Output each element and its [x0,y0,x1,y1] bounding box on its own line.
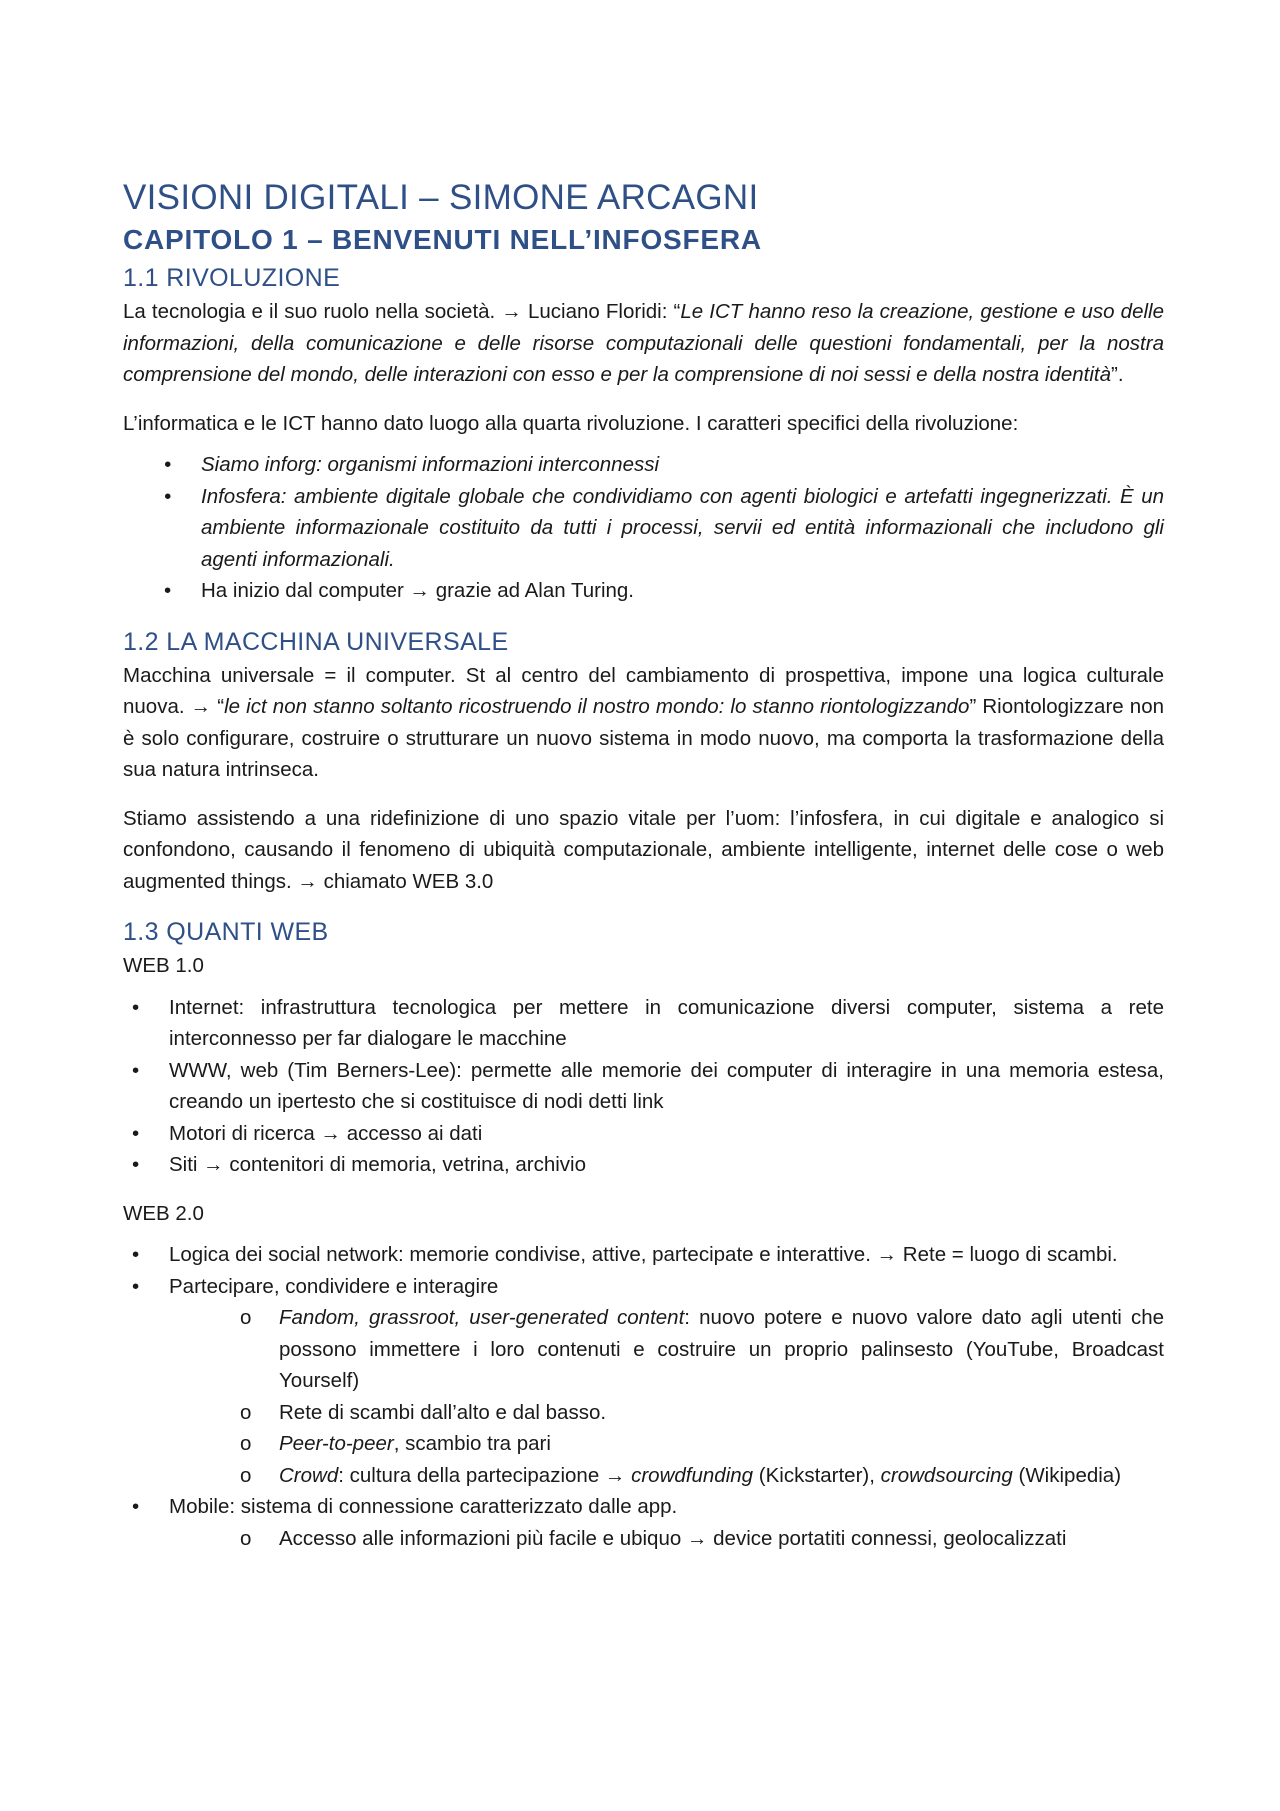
list-item: • Mobile: sistema di connessione caratterizzato dalle app. [123,1491,1164,1523]
sub-bullet: o [240,1306,252,1329]
list-item: • WWW, web (Tim Berners-Lee): permette alle memorie dei computer di interagire in una memoria estesa, creando un ipertesto che si costituisce di nodi detti link [123,1055,1164,1118]
web1-list [123,992,1164,1181]
bullet: • [132,1058,140,1082]
bullet: • [132,1274,140,1298]
bullet: • [132,1153,140,1176]
list-item: • Infosfera: ambiente digitale globale che condividiamo con agenti biologici e artefatti ingegnerizzati. È un ambiente informazionale costituito da tutti i processi, servii ed entità informazionali che includono gli agenti informazionali. [123,481,1164,576]
riontologizzando-quote: le ict non stanno soltanto ricostruendo il nostro mondo: lo stanno riontologizzando [224,695,970,718]
sub-list-item: o Fandom, grassroot, user-generated content: nuovo potere e nuovo valore dato agli utenti che possono immettere i loro contenuti e costruire un proprio palinsesto (YouTube, Broadcast Yourself) [123,1302,1164,1397]
web1-label: WEB 1.0 [123,954,204,977]
floridi-quote: Le ICT hanno reso la creazione, gestione e uso delle informazioni, della comunicazione e delle risorse computazionali delle questioni fondamentali, per la nostra comprensione del mondo, delle interazioni con esso e per la comprensione di noi sessi e della nostra identità [123,300,1164,386]
paragraph-floridi [123,296,1164,391]
list-item: • Logica dei social network: memorie condivise, attive, partecipate e interattive. → Rete = luogo di scambi. [123,1239,1164,1271]
list-item: • Partecipare, condividere e interagire [123,1271,1164,1303]
sub-list-item: o Peer-to-peer, scambio tra pari [123,1428,1164,1460]
bullet: • [164,453,172,476]
bullet: • [164,579,172,602]
section-heading-macchina-universale: 1.2 LA MACCHINA UNIVERSALE [123,627,509,656]
document-title: VISIONI DIGITALI – SIMONE ARCAGNI [123,178,759,217]
sub-bullet: o [240,1463,252,1487]
paragraph-infosfera: Stiamo assistendo a una ridefinizione di uno spazio vitale per l’uom: l’infosfera, in cui digitale e analogico si confondono, causando il fenomeno di ubiquità computazionale, ambiente intelligente, internet delle cose o web augmented things. → chiamato WEB 3.0 [123,806,1164,893]
sub-list-item: o Crowd: cultura della partecipazione → crowdfunding (Kickstarter), crowdsourcing (Wikipedia) [123,1460,1164,1492]
paragraph-lead: La tecnologia e il suo ruolo nella società. → Luciano Floridi: “ [123,300,681,323]
section-heading-quanti-web: 1.3 QUANTI WEB [123,918,329,946]
web2-label: WEB 2.0 [123,1201,204,1225]
document-body [123,176,1164,1571]
sub-bullet: o [240,1432,252,1455]
paragraph-end: ”. [1111,363,1124,386]
sub-bullet: o [240,1400,252,1424]
bullet: • [132,1243,140,1266]
section-heading-rivoluzione: 1.1 RIVOLUZIONE [123,264,341,292]
chapter-heading: CAPITOLO 1 – BENVENUTI NELL’INFOSFERA [123,224,762,255]
list-item: • Motori di ricerca → accesso ai dati [123,1118,1164,1150]
bullet: • [132,1495,140,1518]
sub-list-item: o Rete di scambi dall’alto e dal basso. [123,1397,1164,1429]
paragraph-macchina-universale: Macchina universale = il computer. St al centro del cambiamento di prospettiva, impone una logica culturale nuova. → “le ict non stanno soltanto ricostruendo il nostro mondo: lo stanno riontologizzando” Riontologizzare non è solo configurare, costruire o strutturare un nuovo sistema in modo nuovo, ma comporta la trasformazione della sua natura intrinseca. [123,663,1164,781]
web2-list [123,1239,1164,1554]
bullet: • [164,484,172,508]
sub-list-item: o Accesso alle informazioni più facile e ubiquo → device portatiti connessi, geolocalizzati [123,1523,1164,1555]
rivoluzione-list [123,449,1164,607]
list-item: • Internet: infrastruttura tecnologica per mettere in comunicazione diversi computer, sistema a rete interconnesso per far dialogare le macchine [123,992,1164,1055]
bullet: • [132,995,140,1019]
sub-bullet: o [240,1526,252,1550]
list-item: • Siti → contenitori di memoria, vetrina, archivio [123,1149,1164,1181]
paragraph-quarta-rivoluzione: L’informatica e le ICT hanno dato luogo alla quarta rivoluzione. I caratteri specifici della rivoluzione: [123,411,1019,435]
list-item: • Ha inizio dal computer → grazie ad Alan Turing. [123,575,1164,607]
bullet: • [132,1121,140,1145]
list-item: • Siamo inforg: organismi informazioni interconnessi [123,449,1164,481]
